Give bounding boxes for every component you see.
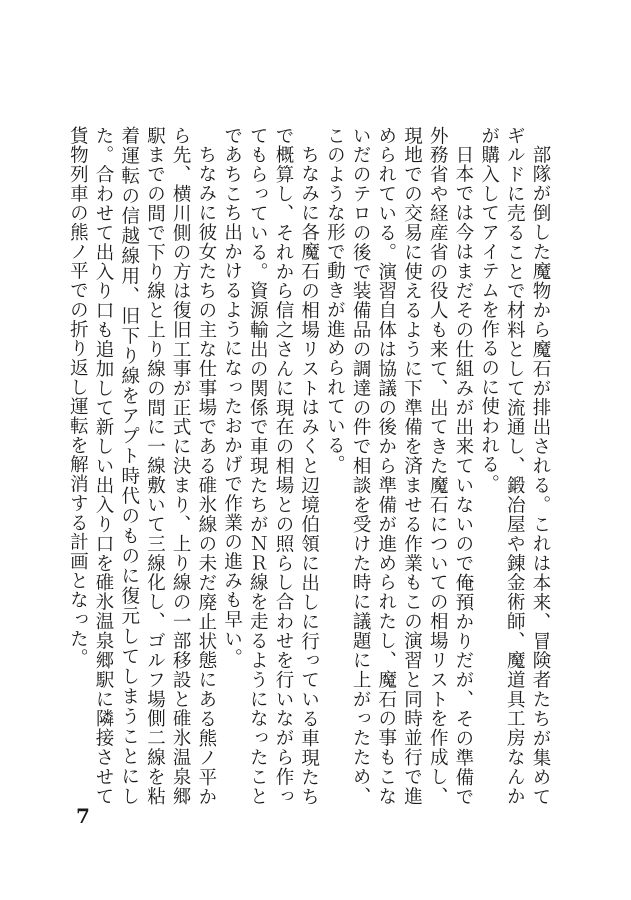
paragraph-2: 日本では今はまだその仕組みが出来ていないので俺預かりだが、その準備で外務省や経産省の役人も来て、出てきた魔石についての相場リストを作成し、現地での交易に使えるように下準備を済ませる作業もこの演習と同時並行で進められている。演習自体は協議の後から準備が進められたし、魔石の事もこないだのテロの後で装備品の調達の件で相談を受けた時に議題に上がったため、このような形で動きが進められている。 [324, 126, 474, 806]
paragraph-3: ちなみに各魔石の相場リストはみくと辺境伯領に出しに行っている車現たちで概算し、それから信之さんに現在の相場との照らし合わせを行いながら作ってもらっている。資源輸出の関係で車現たちがＮＲ線を走るようになったことであちこち出かけるようになったおかげで作業の進みも早い。 [221, 126, 320, 806]
paragraph-1: 部隊が倒した魔物から魔石が排出される。これは本来、冒険者たちが集めてギルドに売ることで材料として流通し、鍛冶屋や錬金術師、魔道具工房なんかが購入してアイテムを作るのに使われる。 [478, 126, 551, 806]
paragraph-4: ちなみに彼女たちの主な仕事場である碓氷線の未だ廃止状態にある熊ノ平から先、横川側の方は復旧工事が正式に決まり、上り線の一部移設と碓氷温泉郷駅までの間で下り線と上り線の間に一線敷いて三線化し、ゴルフ場側二線を粘着運転の信越線用、旧下り線をアプト時代のものに復元してしまうことにした。合わせて出入り口も追加して新しい出入り口を碓氷温泉郷駅に隣接させて貨物列車の熊ノ平での折り返し運転を解消する計画となった。 [67, 126, 217, 806]
page-number: 7 [76, 804, 90, 828]
body-text [67, 126, 553, 806]
